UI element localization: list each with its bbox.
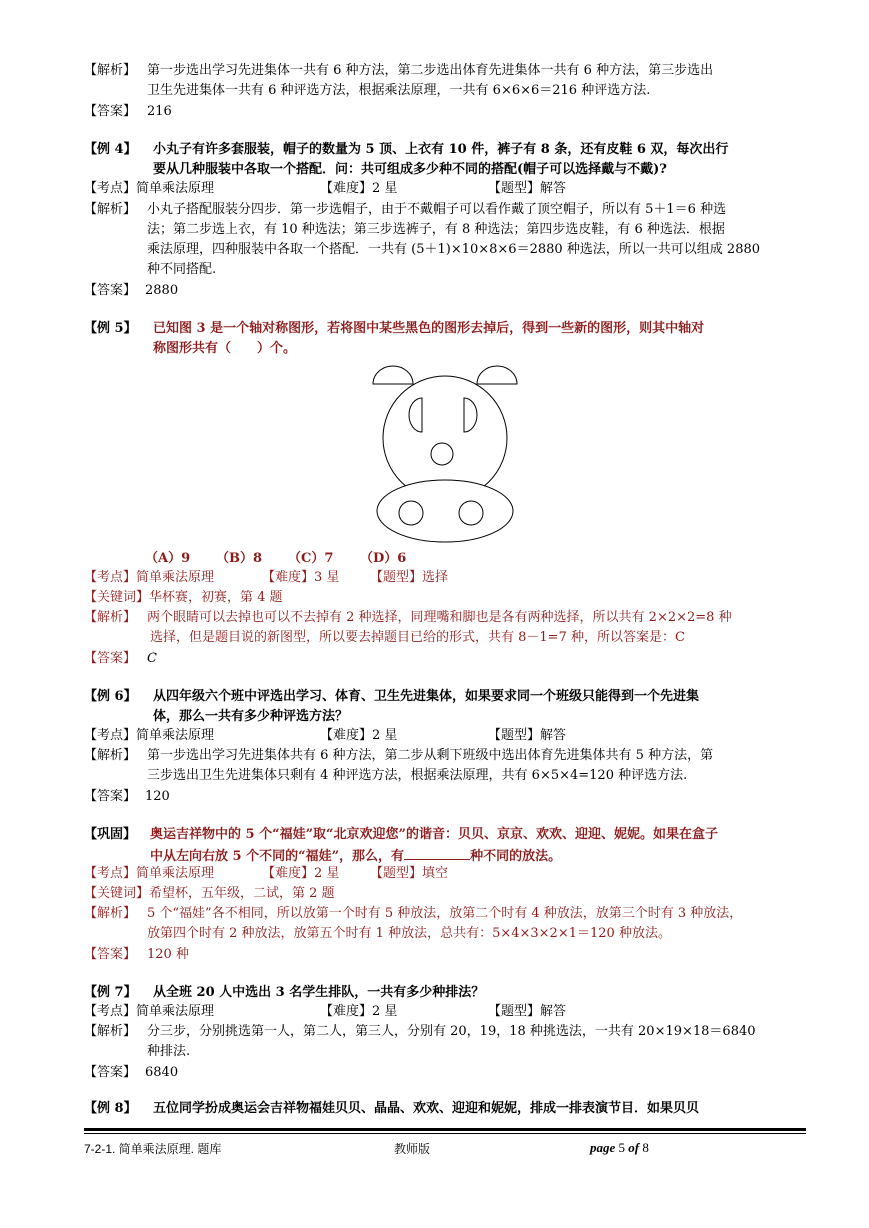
analysis-label: 【解析】 bbox=[84, 906, 137, 921]
example-tag: 【例 4】 bbox=[84, 142, 137, 157]
answer-label: 【答案】 bbox=[84, 104, 137, 119]
topic-label: 【考点】简单乘法原理 bbox=[84, 570, 215, 585]
analysis-text: 法；第二步选上衣，有 10 种选法；第三步选裤子，有 8 种选法；第四步选皮鞋，有 6 种选法．根据 bbox=[147, 222, 725, 237]
answer-label: 【答案】 bbox=[84, 283, 137, 298]
answer-label: 【答案】 bbox=[84, 651, 137, 666]
symmetric-figure bbox=[360, 358, 530, 548]
analysis-label: 【解析】 bbox=[84, 63, 137, 78]
answer-text: 120 种 bbox=[147, 947, 189, 962]
left-ear-shape bbox=[373, 366, 413, 384]
answer-text: C bbox=[147, 651, 157, 666]
analysis-text: 5 个“福娃”各不相同，所以放第一个时有 5 种放法，放第二个时有 4 种放法，放第三个时有 3 种放法， bbox=[147, 906, 743, 921]
answer-text: 216 bbox=[147, 104, 172, 119]
analysis-text: 选择，但是题目说的新图型，所以要去掉题目已给的形式，共有 8－1=7 种，所以答案是：C bbox=[150, 630, 685, 645]
question-text: 称图形共有（ ）个。 bbox=[153, 341, 297, 356]
analysis-text: 三步选出卫生先进集体只剩有 4 种评选方法，根据乘法原理，共有 6×5×4=120 种评选方法. bbox=[147, 768, 688, 783]
analysis-text: 第一步选出学习先进集体一共有 6 种方法，第二步选出体育先进集体一共有 6 种方法，第三步选出 bbox=[147, 63, 714, 78]
example-tag: 【例 5】 bbox=[84, 321, 137, 336]
answer-text: 2880 bbox=[145, 283, 179, 298]
analysis-label: 【解析】 bbox=[84, 202, 137, 217]
question-text: 小丸子有许多套服装，帽子的数量为 5 顶、上衣有 10 件，裤子有 8 条，还有皮鞋 6 双，每次出行 bbox=[153, 142, 729, 157]
analysis-text: 小丸子搭配服装分四步．第一步选帽子，由于不戴帽子可以看作戴了顶空帽子，所以有 5＋1＝6 种选 bbox=[147, 202, 727, 217]
type-label: 【题型】解答 bbox=[488, 728, 567, 743]
keyword-label: 【关键词】华杯赛，初赛，第 4 题 bbox=[84, 590, 283, 605]
body-ellipse bbox=[377, 480, 513, 542]
footer-rule bbox=[84, 1128, 806, 1131]
type-label: 【题型】解答 bbox=[488, 181, 567, 196]
option-a: （A）9 bbox=[145, 551, 191, 566]
difficulty-label: 【难度】2 星 bbox=[262, 866, 340, 881]
answer-text: 120 bbox=[145, 789, 170, 804]
practice-tag: 【巩固】 bbox=[84, 827, 137, 842]
footer-title: 7-2-1. 简单乘法原理. 题库 bbox=[84, 1142, 222, 1156]
footer-edition: 教师版 bbox=[394, 1142, 431, 1156]
topic-label: 【考点】简单乘法原理 bbox=[84, 728, 215, 743]
answer-label: 【答案】 bbox=[84, 1065, 137, 1080]
type-label: 【题型】解答 bbox=[488, 1004, 567, 1019]
analysis-text: 种不同搭配. bbox=[147, 262, 217, 277]
analysis-text: 两个眼睛可以去掉也可以不去掉有 2 种选择，同理嘴和脚也是各有两种选择，所以共有 2×2×2=8 种 bbox=[147, 610, 732, 625]
topic-label: 【考点】简单乘法原理 bbox=[84, 866, 215, 881]
question-text: 从全班 20 人中选出 3 名学生排队，一共有多少种排法？ bbox=[153, 985, 485, 1000]
keyword-label: 【关键词】希望杯，五年级，二试，第 2 题 bbox=[84, 886, 335, 901]
question-text: 从四年级六个班中评选出学习、体育、卫生先进集体，如果要求同一个班级只能得到一个先进集 bbox=[153, 689, 700, 704]
analysis-label: 【解析】 bbox=[84, 1024, 137, 1039]
example-tag: 【例 6】 bbox=[84, 689, 137, 704]
type-label: 【题型】填空 bbox=[370, 866, 449, 881]
analysis-label: 【解析】 bbox=[84, 748, 137, 763]
right-ear-shape bbox=[477, 366, 517, 384]
question-text: 体，那么一共有多少种评选方法？ bbox=[153, 709, 349, 724]
analysis-text: 乘法原理，四种服装中各取一个搭配．一共有 (5＋1)×10×8×6＝2880 种选法，所以一共可以组成 2880 bbox=[147, 242, 761, 257]
question-text: 要从几种服装中各取一个搭配．问：共可组成多少种不同的搭配(帽子可以选择戴与不戴)? bbox=[153, 162, 667, 177]
type-label: 【题型】选择 bbox=[370, 570, 449, 585]
difficulty-label: 【难度】2 星 bbox=[320, 728, 398, 743]
analysis-label: 【解析】 bbox=[84, 610, 137, 625]
difficulty-label: 【难度】2 星 bbox=[320, 181, 398, 196]
answer-text: 6840 bbox=[145, 1065, 179, 1080]
footer-rule bbox=[84, 1133, 806, 1134]
page-number: page 5 of 8 bbox=[590, 1140, 649, 1155]
answer-label: 【答案】 bbox=[84, 947, 137, 962]
example-tag: 【例 7】 bbox=[84, 985, 137, 1000]
option-d: （D）6 bbox=[360, 551, 407, 566]
example-tag: 【例 8】 bbox=[84, 1101, 137, 1116]
topic-label: 【考点】简单乘法原理 bbox=[84, 1004, 215, 1019]
question-text: 奥运吉祥物中的 5 个“福娃”取“北京欢迎您”的谐音：贝贝、京京、欢欢、迎迎、妮妮。如果在盒子 bbox=[150, 827, 719, 842]
difficulty-label: 【难度】3 星 bbox=[262, 570, 340, 585]
analysis-text: 分三步，分别挑选第一人，第二人，第三人，分别有 20，19，18 种挑选法，一共有 20×19×18＝6840 bbox=[147, 1024, 756, 1039]
analysis-text: 卫生先进集体一共有 6 种评选方法，根据乘法原理，一共有 6×6×6＝216 种评选方法. bbox=[147, 83, 651, 98]
analysis-text: 放第四个时有 2 种放法，放第五个时有 1 种放法，总共有：5×4×3×2×1＝120 种放法。 bbox=[147, 926, 671, 941]
answer-label: 【答案】 bbox=[84, 789, 137, 804]
analysis-text: 第一步选出学习先进集体共有 6 种方法，第二步从剩下班级中选出体育先进集体共有 5 种方法，第 bbox=[147, 748, 714, 763]
question-text: 中从左向右放 5 个不同的“福娃”，那么，有 种不同的放法。 bbox=[150, 846, 561, 866]
fill-blank bbox=[404, 846, 470, 860]
analysis-text: 种排法. bbox=[147, 1044, 191, 1059]
topic-label: 【考点】简单乘法原理 bbox=[84, 181, 215, 196]
question-text: 五位同学扮成奥运会吉祥物福娃贝贝、晶晶、欢欢、迎迎和妮妮，排成一排表演节目．如果贝贝 bbox=[153, 1101, 700, 1116]
question-text: 已知图 3 是一个轴对称图形，若将图中某些黑色的图形去掉后，得到一些新的图形，则其中轴对 bbox=[153, 321, 705, 336]
option-c: （C）7 bbox=[288, 551, 334, 566]
difficulty-label: 【难度】2 星 bbox=[320, 1004, 398, 1019]
option-b: （B）8 bbox=[216, 551, 263, 566]
